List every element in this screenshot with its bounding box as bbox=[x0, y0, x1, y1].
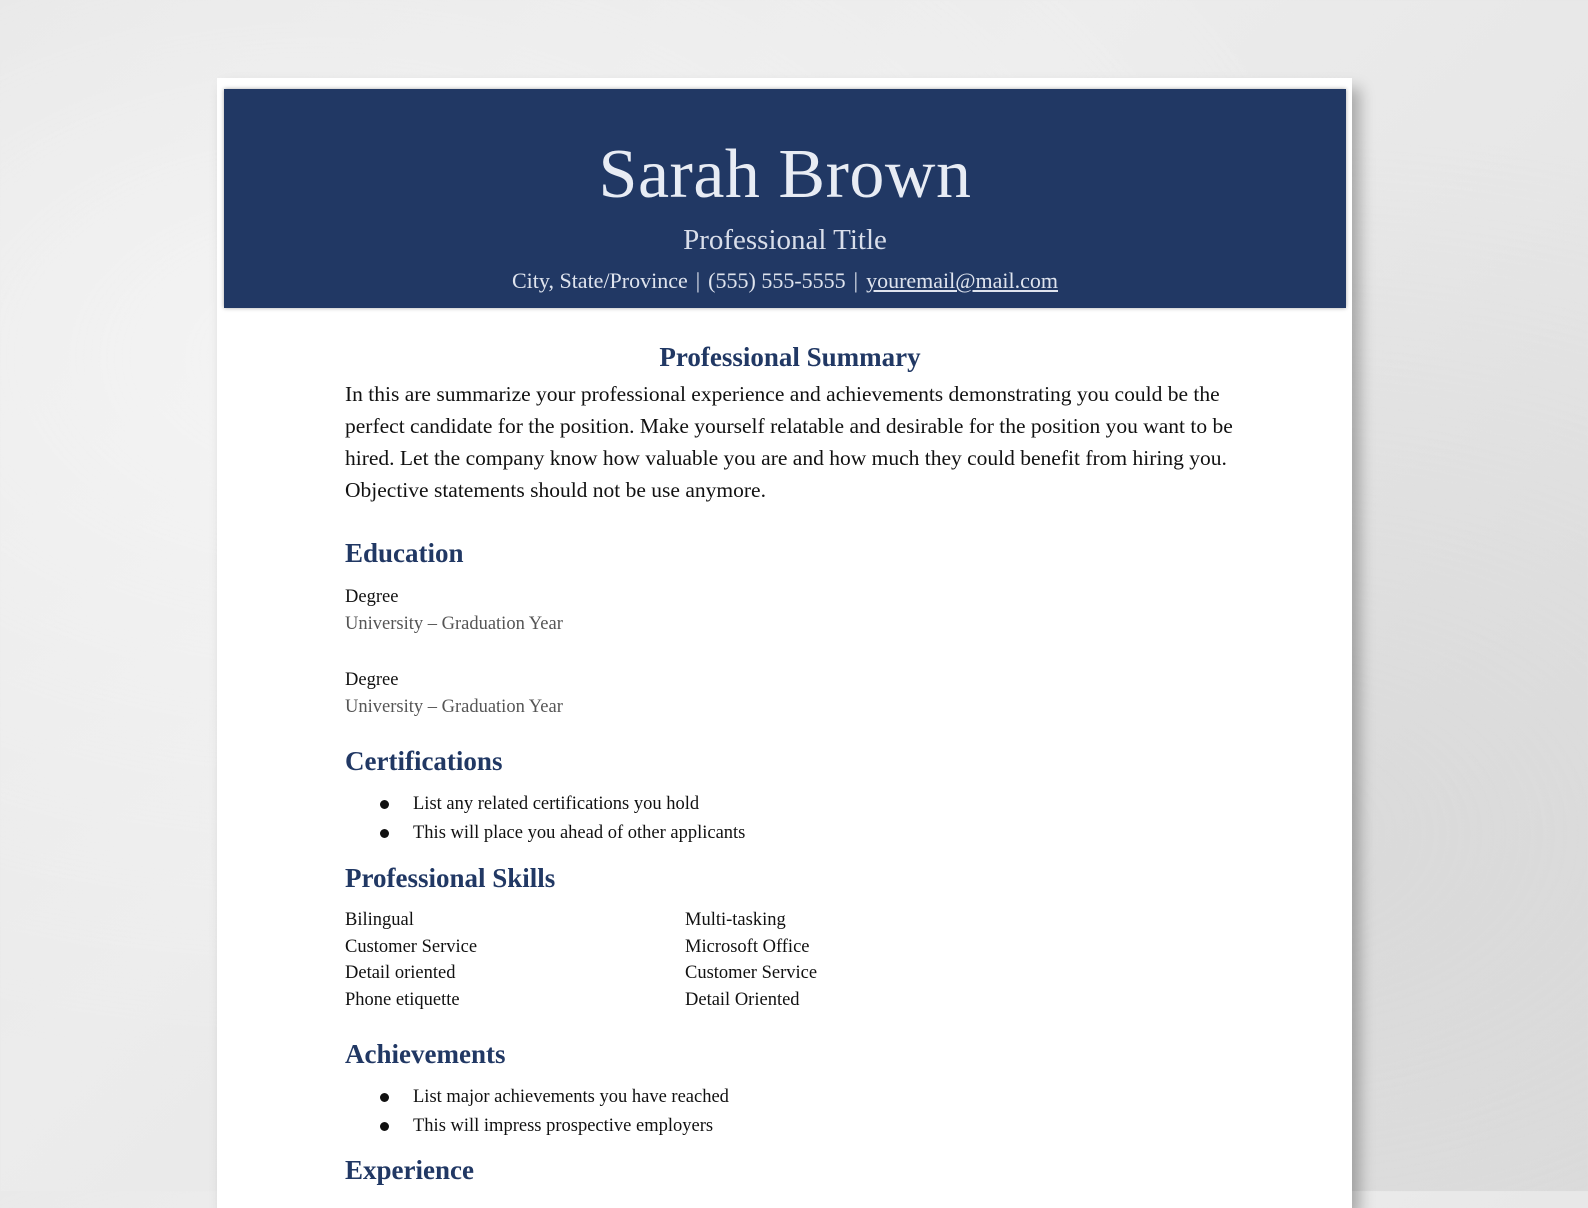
contact-separator: | bbox=[695, 268, 701, 293]
education-degree: Degree bbox=[345, 670, 399, 690]
list-item: This will place you ahead of other applicants bbox=[345, 819, 1235, 848]
skill-item: Customer Service bbox=[345, 936, 478, 957]
resume-body bbox=[345, 340, 1235, 1187]
education-entry bbox=[345, 584, 1235, 721]
contact-separator: | bbox=[853, 268, 859, 293]
certifications-heading: Certifications bbox=[345, 746, 503, 776]
certifications-section bbox=[345, 744, 1235, 848]
list-item: List major achievements you have reached bbox=[345, 1083, 1235, 1112]
education-heading: Education bbox=[345, 538, 464, 568]
contact-phone: (555) 555-5555 bbox=[708, 268, 846, 293]
certifications-list bbox=[345, 790, 1235, 848]
contact-location: City, State/Province bbox=[511, 268, 688, 293]
achievements-heading: Achievements bbox=[345, 1039, 506, 1069]
skill-item: Multi-tasking bbox=[685, 910, 786, 930]
summary-text: In this are summarize your professional experience and achievements demonstrating you could be the perfect candidate for the position. Make yourself relatable and desirable for the position you want to be hired. Let the company know how valuable you are and how much they could benefit from hiring you. Objective statements should not be use anymore. bbox=[345, 382, 1233, 502]
experience-section bbox=[345, 1153, 1235, 1187]
skill-item: Customer Service bbox=[685, 963, 818, 983]
achievements-section bbox=[345, 1037, 1235, 1141]
contact-email-link[interactable]: youremail@mail.com bbox=[866, 268, 1058, 293]
skills-grid bbox=[345, 907, 1235, 1013]
summary-heading: Professional Summary bbox=[659, 342, 921, 372]
education-section bbox=[345, 536, 1235, 721]
contact-line bbox=[224, 267, 1346, 295]
professional-title: Professional Title bbox=[683, 224, 887, 256]
education-school: University – Graduation Year bbox=[345, 614, 563, 634]
skill-item: Bilingual bbox=[345, 910, 414, 930]
experience-heading: Experience bbox=[345, 1155, 474, 1185]
list-item: List any related certifications you hold bbox=[345, 790, 1235, 819]
education-degree: Degree bbox=[345, 587, 399, 607]
resume-page bbox=[217, 78, 1352, 1208]
skill-item: Phone etiquette bbox=[345, 989, 460, 1010]
skills-heading: Professional Skills bbox=[345, 863, 556, 893]
skills-section bbox=[345, 861, 1235, 1013]
achievements-list bbox=[345, 1083, 1235, 1141]
summary-section bbox=[345, 340, 1235, 506]
list-item: This will impress prospective employers bbox=[345, 1112, 1235, 1141]
skill-item: Detail oriented bbox=[345, 963, 456, 983]
skill-item: Microsoft Office bbox=[685, 936, 810, 957]
candidate-name: Sarah Brown bbox=[598, 136, 972, 213]
education-school: University – Graduation Year bbox=[345, 697, 563, 717]
skill-item: Detail Oriented bbox=[685, 989, 800, 1010]
resume-header bbox=[224, 89, 1346, 308]
